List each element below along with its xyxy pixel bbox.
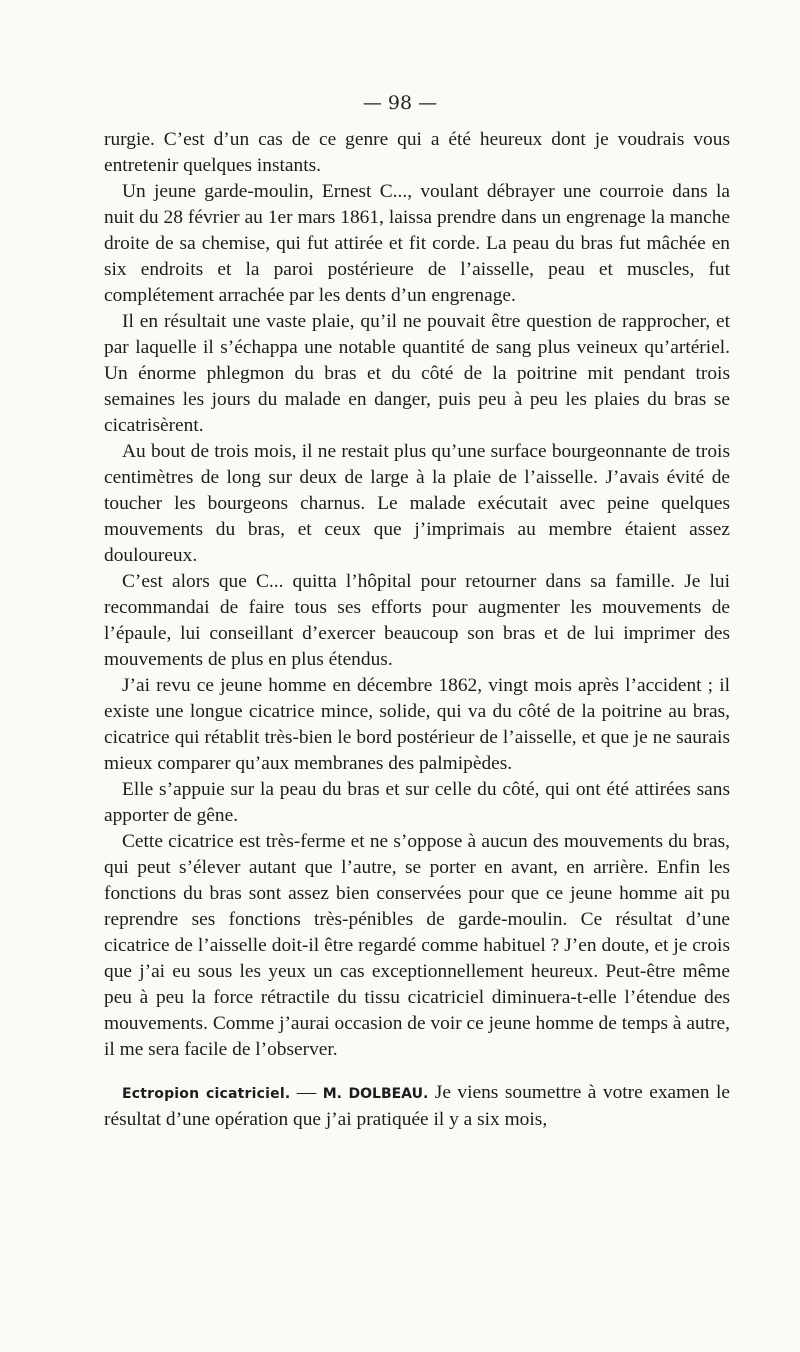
paragraph-result: Cette cicatrice est très-ferme et ne s’oppose à aucun des mouvements du bras, qui peut s’élever autant que l’autre, se porter en avant, en arrière. Enfin les fonctions du bras sont assez bien conservées pour que ce jeune homme ait pu reprendre ses fonctions très-pénibles de garde-moulin. Ce résultat d’une cicatrice de l’aisselle doit-il être regardé comme habituel ? J’en doute, et je crois que j’ai eu sous les yeux un cas exceptionnellement heureux. Peut-être même peu à peu la force rétractile du tissu cicatriciel diminuera-t-elle l’étendue des mouvements. Comme j’aurai occasion de voir ce jeune homme de temps à autre, il me sera facile de l’observer. (104, 831, 730, 1060)
paragraph-revisit: J’ai revu ce jeune homme en décembre 1862, vingt mois après l’accident ; il existe une longue cicatrice mince, solide, qui va du côté de la poitrine au bras, cicatrice qui rétablit très-bien le bord postérieur de l’aisselle, et que je ne saurais mieux comparer qu’aux membranes des palmipèdes. (104, 675, 730, 774)
paragraph-continuation: rurgie. C’est d’un cas de ce genre qui a été heureux dont je voudrais vous entretenir quelques instants. (104, 129, 730, 176)
section-text: Je viens soumettre à votre examen le résultat d’une opération que j’ai pratiquée il y a six mois, (104, 1082, 730, 1130)
section-paragraph (104, 1080, 730, 1133)
paragraph-accident: Un jeune garde-moulin, Ernest C..., voulant débrayer une courroie dans la nuit du 28 février au 1er mars 1861, laissa prendre dans un engrenage la manche droite de sa chemise, qui fut attirée et fit corde. La peau du bras fut mâchée en six endroits et la paroi postérieure de l’aisselle, peau et muscles, fut complétement arrachée par les dents d’un engrenage. (104, 181, 730, 306)
paragraph-skin: Elle s’appuie sur la peau du bras et sur celle du côté, qui ont été attirées sans apporter de gêne. (104, 779, 730, 826)
section-dash: — (290, 1082, 323, 1103)
paragraph-hospital-leave: C’est alors que C... quitta l’hôpital pour retourner dans sa famille. Je lui recommandai de faire tous ses efforts pour augmenter les mouvements de l’épaule, lui conseillant d’exercer beaucoup son bras et de lui imprimer des mouvements de plus en plus étendus. (104, 571, 730, 670)
page-number: — 98 — (362, 92, 438, 114)
body-text (104, 127, 730, 1133)
speaker-name: M. DOLBEAU. (322, 1086, 429, 1102)
paragraph-three-months: Au bout de trois mois, il ne restait plus qu’une surface bourgeonnante de trois centimètres de long sur deux de large à la plaie de l’aisselle. J’avais évité de toucher les bourgeons charnus. Le malade exécutait avec peine quelques mouvements du bras, et ceux que j’imprimais au membre étaient assez douloureux. (104, 441, 730, 566)
section-heading: Ectropion cicatriciel. (122, 1086, 291, 1102)
paragraph-wound: Il en résultait une vaste plaie, qu’il ne pouvait être question de rapprocher, et par laquelle il s’échappa une notable quantité de sang plus veineux qu’artériel. Un énorme phlegmon du bras et du côté de la poitrine mit pendant trois semaines les jours du malade en danger, puis peu à peu les plaies du bras se cicatrisèrent. (104, 311, 730, 436)
